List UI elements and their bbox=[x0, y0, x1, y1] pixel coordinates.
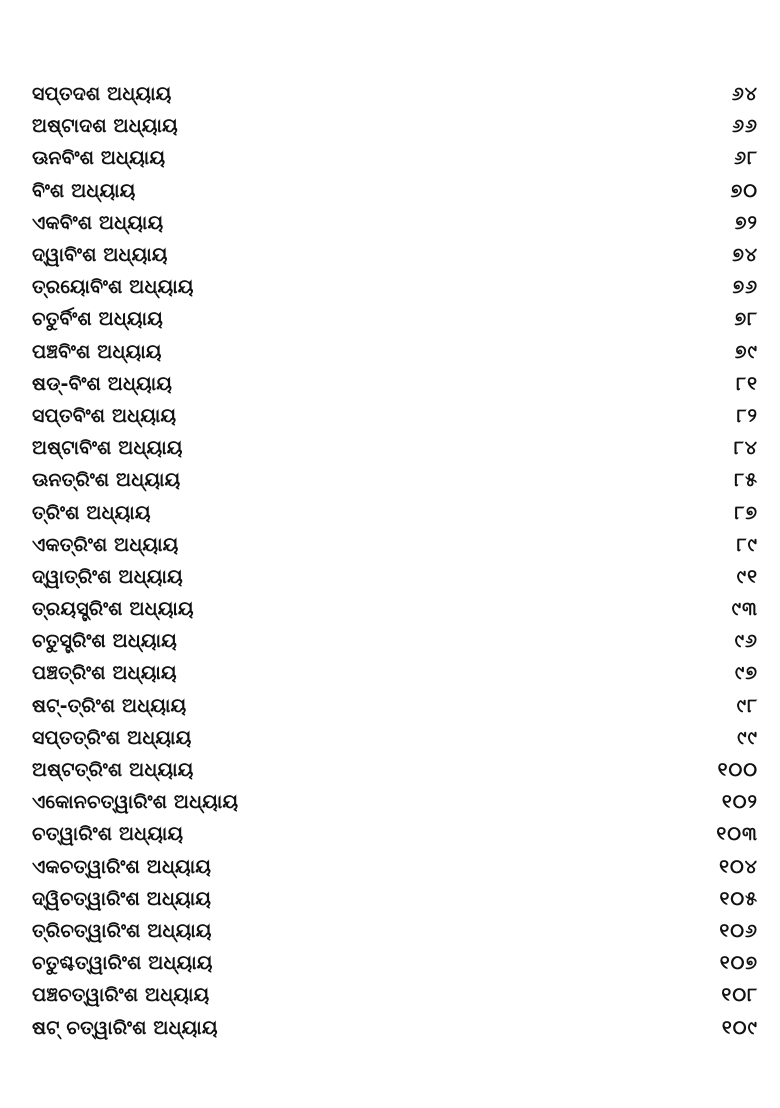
page-number: ୬୪ bbox=[731, 83, 758, 106]
page-number: ୬୬ bbox=[732, 115, 758, 138]
chapter-title: ଊନତ୍ରିଂଶ ଅଧ୍ୟାୟ bbox=[32, 469, 181, 492]
toc-entry bbox=[32, 947, 758, 979]
page-number: ୯୬ bbox=[734, 630, 758, 653]
table-of-contents bbox=[32, 78, 758, 1044]
chapter-title: ଷଡ୍-ବିଂଶ ଅଧ୍ୟାୟ bbox=[32, 372, 173, 395]
chapter-title: ତ୍ରିଚତ୍ୱାରିଂଶ ଅଧ୍ୟାୟ bbox=[32, 919, 212, 942]
chapter-title: ସପ୍ତତ୍ରିଂଶ ଅଧ୍ୟାୟ bbox=[32, 726, 192, 749]
chapter-title: ପଞ୍ଚଚତ୍ୱାରିଂଶ ଅଧ୍ୟାୟ bbox=[32, 984, 210, 1007]
toc-entry bbox=[32, 207, 758, 239]
page-number: ୯୧ bbox=[736, 565, 758, 588]
chapter-title: ଅଷ୍ଟତ୍ରିଂଶ ଅଧ୍ୟାୟ bbox=[32, 759, 194, 782]
chapter-title: ଦ୍ୱାବିଂଶ ଅଧ୍ୟାୟ bbox=[32, 244, 168, 267]
page-number: ୧୦୮ bbox=[721, 984, 758, 1007]
toc-entry bbox=[32, 1011, 758, 1043]
chapter-title: ଚତୁଶ୍ଚତ୍ୱାରିଂଶ ଅଧ୍ୟାୟ bbox=[32, 952, 213, 975]
page-number: ୭୮ bbox=[734, 308, 758, 331]
toc-entry bbox=[32, 78, 758, 110]
chapter-title: ଅଷ୍ଟାଦଶ ଅଧ୍ୟାୟ bbox=[32, 115, 178, 138]
chapter-title: ବିଂଶ ଅଧ୍ୟାୟ bbox=[32, 179, 136, 202]
page-number: ୭୬ bbox=[732, 276, 758, 299]
chapter-title: ପଞ୍ଚବିଂଶ ଅଧ୍ୟାୟ bbox=[32, 340, 162, 363]
page-number: ୮୪ bbox=[733, 437, 758, 460]
chapter-title: ଅଷ୍ଟାବିଂଶ ଅଧ୍ୟାୟ bbox=[32, 437, 183, 460]
toc-entry bbox=[32, 754, 758, 786]
toc-entry bbox=[32, 625, 758, 657]
page-number: ୮୧ bbox=[736, 372, 758, 395]
chapter-title: ସପ୍ତବିଂଶ ଅଧ୍ୟାୟ bbox=[32, 404, 177, 427]
page-number: ୮୯ bbox=[736, 533, 758, 556]
toc-entry bbox=[32, 657, 758, 689]
page-number: ୧୦୬ bbox=[719, 919, 758, 942]
toc-entry bbox=[32, 851, 758, 883]
page-number: ୯୮ bbox=[736, 694, 758, 717]
chapter-title: ଷଟ୍-ତ୍ରିଂଶ ଅଧ୍ୟାୟ bbox=[32, 694, 187, 717]
chapter-title: ପଞ୍ଚତ୍ରିଂଶ ଅଧ୍ୟାୟ bbox=[32, 662, 177, 685]
chapter-title: ତ୍ରୟୋବିଂଶ ଅଧ୍ୟାୟ bbox=[32, 276, 194, 299]
toc-entry bbox=[32, 786, 758, 818]
toc-entry bbox=[32, 400, 758, 432]
toc-entry bbox=[32, 336, 758, 368]
page-number: ୭୯ bbox=[734, 340, 758, 363]
page-number: ୧୦୫ bbox=[719, 887, 758, 910]
toc-entry bbox=[32, 883, 758, 915]
toc-entry bbox=[32, 432, 758, 464]
toc-entry bbox=[32, 142, 758, 174]
toc-entry bbox=[32, 915, 758, 947]
chapter-title: ଊନବିଂଶ ଅଧ୍ୟାୟ bbox=[32, 147, 166, 170]
toc-entry bbox=[32, 175, 758, 207]
toc-entry bbox=[32, 690, 758, 722]
chapter-title: ଦ୍ୱିଚତ୍ୱାରିଂଶ ଅଧ୍ୟାୟ bbox=[32, 887, 212, 910]
page-number: ୬୮ bbox=[734, 147, 758, 170]
page-number: ୧୦୦ bbox=[717, 759, 758, 782]
chapter-title: ତ୍ରୟସ୍ତ୍ରିଂଶ ଅଧ୍ୟାୟ bbox=[32, 598, 194, 621]
toc-entry bbox=[32, 561, 758, 593]
page-number: ୮୨ bbox=[736, 404, 758, 427]
toc-entry bbox=[32, 110, 758, 142]
page-number: ୧୦୨ bbox=[721, 791, 758, 814]
toc-entry bbox=[32, 464, 758, 496]
toc-entry bbox=[32, 303, 758, 335]
toc-entry bbox=[32, 239, 758, 271]
chapter-title: ଏକଚତ୍ୱାରିଂଶ ଅଧ୍ୟାୟ bbox=[32, 855, 212, 878]
toc-entry bbox=[32, 722, 758, 754]
toc-entry bbox=[32, 979, 758, 1011]
page-number: ୧୦୩ bbox=[716, 823, 758, 846]
page-number: ୧୦୭ bbox=[719, 952, 758, 975]
chapter-title: ସପ୍ତଦଶ ଅଧ୍ୟାୟ bbox=[32, 83, 172, 106]
chapter-title: ତ୍ରିଂଶ ଅଧ୍ୟାୟ bbox=[32, 501, 151, 524]
chapter-title: ଏକୋନଚତ୍ୱାରିଂଶ ଅଧ୍ୟାୟ bbox=[32, 791, 239, 814]
chapter-title: ଦ୍ୱାତ୍ରିଂଶ ଅଧ୍ୟାୟ bbox=[32, 565, 183, 588]
toc-entry bbox=[32, 818, 758, 850]
toc-entry bbox=[32, 496, 758, 528]
page-number: ୭୪ bbox=[732, 244, 758, 267]
page-number: ୮୭ bbox=[734, 501, 758, 524]
page-number: ୯୩ bbox=[731, 598, 758, 621]
page-number: ୧୦୪ bbox=[719, 855, 758, 878]
page-number: ୭୦ bbox=[730, 179, 758, 202]
chapter-title: ଚତୁର୍ବିଂଶ ଅଧ୍ୟାୟ bbox=[32, 308, 163, 331]
page-number: ୯୭ bbox=[734, 662, 758, 685]
page-number: ୧୦୯ bbox=[721, 1016, 758, 1039]
chapter-title: ଏକତ୍ରିଂଶ ଅଧ୍ୟାୟ bbox=[32, 533, 179, 556]
chapter-title: ଏକବିଂଶ ଅଧ୍ୟାୟ bbox=[32, 211, 164, 234]
toc-entry bbox=[32, 593, 758, 625]
page-number: ୮୫ bbox=[734, 469, 758, 492]
chapter-title: ଚତ୍ୱାରିଂଶ ଅଧ୍ୟାୟ bbox=[32, 823, 184, 846]
page-number: ୭୨ bbox=[734, 211, 758, 234]
toc-entry bbox=[32, 271, 758, 303]
toc-entry bbox=[32, 368, 758, 400]
chapter-title: ଚତୁସ୍ତ୍ରିଂଶ ଅଧ୍ୟାୟ bbox=[32, 630, 178, 653]
page-number: ୯୯ bbox=[737, 726, 758, 749]
chapter-title: ଷଟ୍ ଚତ୍ୱାରିଂଶ ଅଧ୍ୟାୟ bbox=[32, 1016, 218, 1039]
toc-entry bbox=[32, 529, 758, 561]
